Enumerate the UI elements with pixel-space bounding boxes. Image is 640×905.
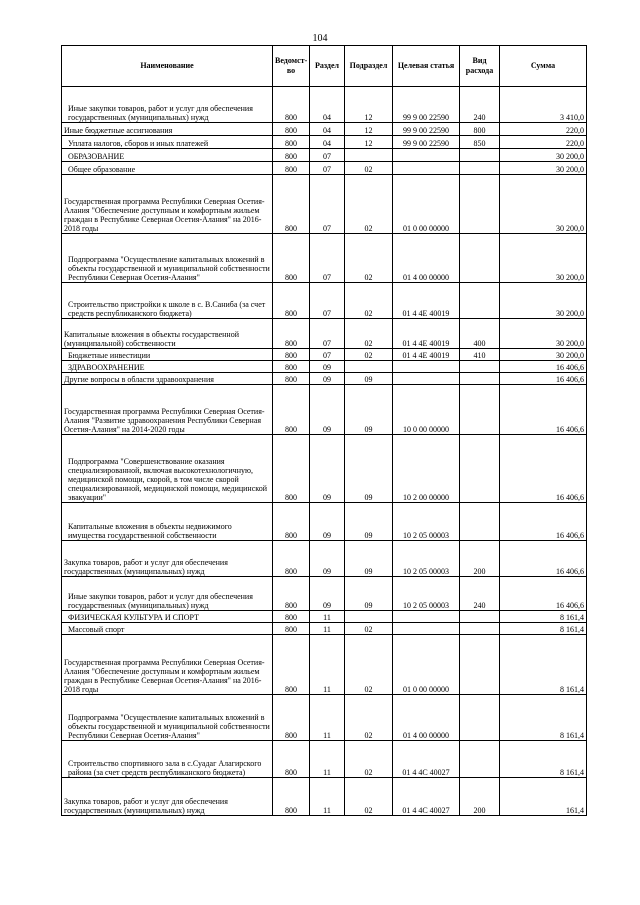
row-department: 800 <box>273 577 310 611</box>
row-department: 800 <box>273 611 310 623</box>
row-name: Закупка товаров, работ и услуг для обеспечения государственных (муниципальных) нужд <box>62 778 273 816</box>
row-department: 800 <box>273 541 310 577</box>
header-expense-type: Вид расхода <box>460 46 500 87</box>
row-target-article: 01 4 00 00000 <box>393 695 460 741</box>
row-department: 800 <box>273 87 310 123</box>
row-section: 07 <box>310 349 345 361</box>
row-target-article <box>393 361 460 373</box>
row-name: Подпрограмма "Осуществление капитальных вложений в объекты государственной и муниципальной собственности Республики Северная Осетия-Алания" <box>62 695 273 741</box>
row-section: 07 <box>310 175 345 234</box>
row-subsection: 09 <box>345 435 393 503</box>
table-row <box>62 123 587 136</box>
row-section: 09 <box>310 541 345 577</box>
row-expense-type <box>460 283 500 319</box>
row-expense-type <box>460 611 500 623</box>
row-section: 09 <box>310 577 345 611</box>
row-amount: 8 161,4 <box>500 623 587 635</box>
row-amount: 161,4 <box>500 778 587 816</box>
row-amount: 8 161,4 <box>500 741 587 778</box>
row-name: Подпрограмма "Совершенствование оказания специализированной, включая высокотехнологичную, медицинской помощи, скорой, в том числе скорой специализированной, медицинской помощи, медицинской эвакуации" <box>62 435 273 503</box>
table-row <box>62 149 587 162</box>
row-expense-type: 200 <box>460 778 500 816</box>
row-amount: 30 200,0 <box>500 234 587 283</box>
row-expense-type <box>460 149 500 162</box>
table-row <box>62 319 587 349</box>
table-row <box>62 283 587 319</box>
row-amount: 30 200,0 <box>500 175 587 234</box>
row-target-article: 10 2 05 00003 <box>393 541 460 577</box>
row-target-article: 01 4 4C 40027 <box>393 778 460 816</box>
row-amount: 16 406,6 <box>500 361 587 373</box>
row-expense-type <box>460 162 500 175</box>
row-subsection: 12 <box>345 87 393 123</box>
row-department: 800 <box>273 385 310 435</box>
row-section: 09 <box>310 435 345 503</box>
row-name: Государственная программа Республики Северная Осетия-Алания "Обеспечение доступным и комфортным жильем граждан в Республике Северная Осетия-Алания" на 2016-2018 годы <box>62 175 273 234</box>
table-row <box>62 577 587 611</box>
header-name: Наименование <box>62 46 273 87</box>
row-department: 800 <box>273 741 310 778</box>
table-row <box>62 503 587 541</box>
row-name: Массовый спорт <box>62 623 273 635</box>
row-subsection: 02 <box>345 175 393 234</box>
table-row <box>62 162 587 175</box>
row-amount: 16 406,6 <box>500 503 587 541</box>
row-amount: 16 406,6 <box>500 435 587 503</box>
table-row <box>62 361 587 373</box>
row-department: 800 <box>273 695 310 741</box>
row-subsection: 09 <box>345 503 393 541</box>
table-row <box>62 373 587 385</box>
header-section: Раздел <box>310 46 345 87</box>
row-expense-type <box>460 503 500 541</box>
row-section: 07 <box>310 149 345 162</box>
row-subsection <box>345 361 393 373</box>
table-row <box>62 136 587 149</box>
row-expense-type: 410 <box>460 349 500 361</box>
row-name: Строительство спортивного зала в с.Суадаг Алагирского района (за счет средств республиканского бюджета) <box>62 741 273 778</box>
header-target-article: Целевая статья <box>393 46 460 87</box>
row-amount: 220,0 <box>500 123 587 136</box>
row-name: Капитальные вложения в объекты государственной (муниципальной) собственности <box>62 319 273 349</box>
row-expense-type: 850 <box>460 136 500 149</box>
table-row <box>62 778 587 816</box>
row-section: 09 <box>310 373 345 385</box>
row-section: 11 <box>310 695 345 741</box>
row-department: 800 <box>273 175 310 234</box>
row-name: ФИЗИЧЕСКАЯ КУЛЬТУРА И СПОРТ <box>62 611 273 623</box>
row-target-article <box>393 373 460 385</box>
row-expense-type: 240 <box>460 577 500 611</box>
row-section: 04 <box>310 123 345 136</box>
row-expense-type <box>460 741 500 778</box>
row-section: 11 <box>310 623 345 635</box>
table-row <box>62 87 587 123</box>
row-section: 09 <box>310 385 345 435</box>
row-department: 800 <box>273 162 310 175</box>
row-amount: 16 406,6 <box>500 373 587 385</box>
row-name: ОБРАЗОВАНИЕ <box>62 149 273 162</box>
row-subsection: 02 <box>345 319 393 349</box>
row-department: 800 <box>273 283 310 319</box>
header-amount: Сумма <box>500 46 587 87</box>
row-amount: 16 406,6 <box>500 541 587 577</box>
row-name: Подпрограмма "Осуществление капитальных вложений в объекты государственной и муниципальной собственности Республики Северная Осетия-Алания" <box>62 234 273 283</box>
row-name: ЗДРАВООХРАНЕНИЕ <box>62 361 273 373</box>
row-department: 800 <box>273 319 310 349</box>
row-target-article: 99 9 00 22590 <box>393 87 460 123</box>
row-target-article: 10 2 05 00003 <box>393 577 460 611</box>
row-target-article: 01 4 4C 40027 <box>393 741 460 778</box>
row-name: Уплата налогов, сборов и иных платежей <box>62 136 273 149</box>
table-row <box>62 623 587 635</box>
row-amount: 30 200,0 <box>500 319 587 349</box>
row-department: 800 <box>273 435 310 503</box>
row-department: 800 <box>273 503 310 541</box>
header-department: Ведомст-во <box>273 46 310 87</box>
row-expense-type <box>460 175 500 234</box>
row-section: 07 <box>310 283 345 319</box>
row-name: Государственная программа Республики Северная Осетия-Алания "Развитие здравоохранения Республики Северная Осетия-Алания" на 2014-2020 годы <box>62 385 273 435</box>
row-section: 07 <box>310 319 345 349</box>
row-expense-type <box>460 361 500 373</box>
row-amount: 30 200,0 <box>500 162 587 175</box>
row-department: 800 <box>273 778 310 816</box>
row-target-article: 99 9 00 22590 <box>393 136 460 149</box>
row-department: 800 <box>273 635 310 695</box>
row-target-article: 01 4 00 00000 <box>393 234 460 283</box>
row-subsection: 02 <box>345 162 393 175</box>
row-name: Капитальные вложения в объекты недвижимого имущества государственной собственности <box>62 503 273 541</box>
row-subsection: 09 <box>345 385 393 435</box>
row-subsection: 02 <box>345 635 393 695</box>
row-target-article: 99 9 00 22590 <box>393 123 460 136</box>
row-subsection: 02 <box>345 349 393 361</box>
row-name: Общее образование <box>62 162 273 175</box>
table-row <box>62 385 587 435</box>
row-target-article <box>393 162 460 175</box>
row-expense-type <box>460 373 500 385</box>
row-target-article <box>393 149 460 162</box>
row-expense-type <box>460 385 500 435</box>
page-number: 104 <box>312 33 328 44</box>
header-subsection: Подраздел <box>345 46 393 87</box>
row-department: 800 <box>273 373 310 385</box>
row-section: 11 <box>310 635 345 695</box>
row-subsection: 02 <box>345 741 393 778</box>
row-section: 11 <box>310 778 345 816</box>
row-expense-type <box>460 695 500 741</box>
row-target-article: 01 4 4E 40019 <box>393 319 460 349</box>
row-subsection: 02 <box>345 283 393 319</box>
row-expense-type <box>460 623 500 635</box>
row-section: 04 <box>310 87 345 123</box>
row-name: Иные бюджетные ассигнования <box>62 123 273 136</box>
row-subsection: 12 <box>345 123 393 136</box>
row-amount: 220,0 <box>500 136 587 149</box>
row-department: 800 <box>273 234 310 283</box>
row-section: 04 <box>310 136 345 149</box>
row-target-article: 01 0 00 00000 <box>393 635 460 695</box>
row-expense-type: 800 <box>460 123 500 136</box>
row-section: 09 <box>310 361 345 373</box>
row-amount: 30 200,0 <box>500 283 587 319</box>
row-subsection: 09 <box>345 541 393 577</box>
row-target-article: 01 4 4E 40019 <box>393 349 460 361</box>
row-subsection: 02 <box>345 778 393 816</box>
row-section: 11 <box>310 611 345 623</box>
row-amount: 8 161,4 <box>500 635 587 695</box>
table-row <box>62 611 587 623</box>
row-subsection: 02 <box>345 695 393 741</box>
row-target-article <box>393 623 460 635</box>
row-name: Закупка товаров, работ и услуг для обеспечения государственных (муниципальных) нужд <box>62 541 273 577</box>
row-section: 07 <box>310 234 345 283</box>
row-expense-type: 240 <box>460 87 500 123</box>
row-subsection: 02 <box>345 623 393 635</box>
table-row <box>62 349 587 361</box>
table-row <box>62 541 587 577</box>
row-subsection <box>345 611 393 623</box>
row-amount: 30 200,0 <box>500 149 587 162</box>
row-target-article: 01 4 4E 40019 <box>393 283 460 319</box>
row-section: 09 <box>310 503 345 541</box>
row-department: 800 <box>273 349 310 361</box>
row-amount: 30 200,0 <box>500 349 587 361</box>
row-subsection: 02 <box>345 234 393 283</box>
row-target-article: 01 0 00 00000 <box>393 175 460 234</box>
row-target-article: 10 0 00 00000 <box>393 385 460 435</box>
row-section: 07 <box>310 162 345 175</box>
table-row <box>62 234 587 283</box>
row-name: Строительство пристройки к школе в с. В.Саниба (за счет средств республиканского бюджета) <box>62 283 273 319</box>
row-name: Бюджетные инвестиции <box>62 349 273 361</box>
row-amount: 16 406,6 <box>500 577 587 611</box>
row-department: 800 <box>273 123 310 136</box>
row-amount: 3 410,0 <box>500 87 587 123</box>
row-subsection: 09 <box>345 577 393 611</box>
row-amount: 8 161,4 <box>500 611 587 623</box>
row-name: Иные закупки товаров, работ и услуг для обеспечения государственных (муниципальных) нужд <box>62 87 273 123</box>
row-expense-type: 200 <box>460 541 500 577</box>
row-section: 11 <box>310 741 345 778</box>
row-target-article: 10 2 00 00000 <box>393 435 460 503</box>
row-name: Иные закупки товаров, работ и услуг для обеспечения государственных (муниципальных) нужд <box>62 577 273 611</box>
row-name: Государственная программа Республики Северная Осетия-Алания "Обеспечение доступным и комфортным жильем граждан в Республике Северная Осетия-Алания" на 2016-2018 годы <box>62 635 273 695</box>
row-expense-type <box>460 635 500 695</box>
row-department: 800 <box>273 361 310 373</box>
row-name: Другие вопросы в области здравоохранения <box>62 373 273 385</box>
table-row <box>62 635 587 695</box>
row-expense-type <box>460 234 500 283</box>
table-row <box>62 741 587 778</box>
row-amount: 16 406,6 <box>500 385 587 435</box>
row-target-article: 10 2 05 00003 <box>393 503 460 541</box>
row-amount: 8 161,4 <box>500 695 587 741</box>
row-department: 800 <box>273 149 310 162</box>
row-target-article <box>393 611 460 623</box>
budget-table <box>61 45 587 816</box>
row-expense-type: 400 <box>460 319 500 349</box>
row-subsection: 09 <box>345 373 393 385</box>
table-row <box>62 175 587 234</box>
table-header-row <box>62 46 587 87</box>
row-subsection: 12 <box>345 136 393 149</box>
row-subsection <box>345 149 393 162</box>
row-department: 800 <box>273 623 310 635</box>
row-expense-type <box>460 435 500 503</box>
table-row <box>62 435 587 503</box>
row-department: 800 <box>273 136 310 149</box>
table-row <box>62 695 587 741</box>
